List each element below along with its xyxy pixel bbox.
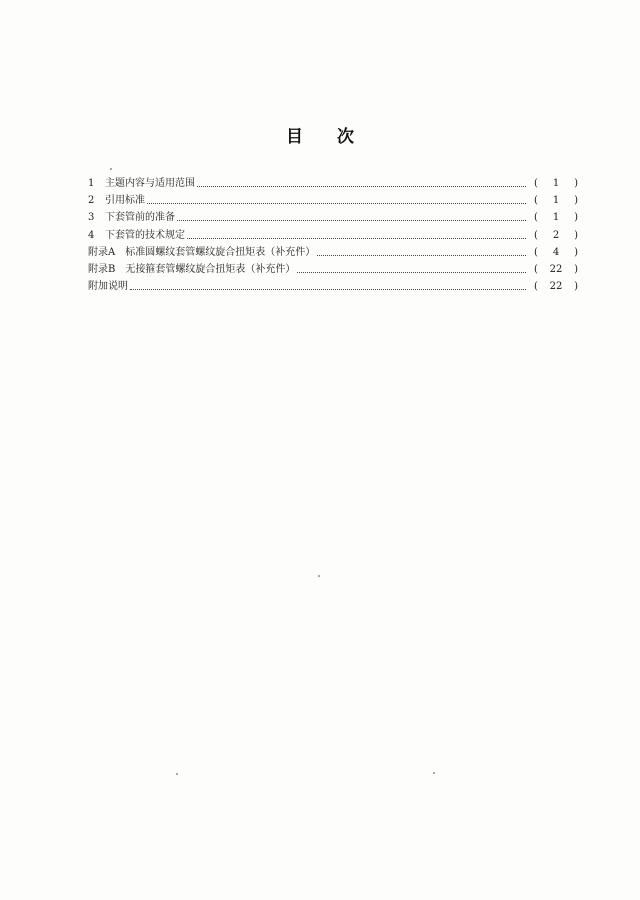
scan-speck bbox=[433, 772, 435, 774]
toc-entry-label: 引用标准 bbox=[105, 195, 145, 207]
toc-entry-label: 主题内容与适用范围 bbox=[105, 178, 195, 189]
toc-entry-label: 下套管的技术规定 bbox=[105, 229, 185, 241]
toc-leader-dots bbox=[197, 186, 526, 187]
toc-leader-dots bbox=[177, 220, 526, 221]
toc-entry-number: 2 bbox=[88, 195, 95, 207]
paren-open: ( bbox=[534, 263, 538, 275]
toc-entry-number: 附录B bbox=[88, 263, 116, 275]
paren-close: ) bbox=[574, 195, 578, 207]
paren-open: ( bbox=[534, 281, 538, 293]
toc-entry-label: 附加说明 bbox=[88, 281, 128, 293]
toc-leader-dots bbox=[130, 289, 526, 290]
paren-open: ( bbox=[534, 178, 538, 189]
toc-entry[interactable] bbox=[88, 175, 578, 192]
toc-entry-number: 3 bbox=[88, 212, 95, 224]
toc-entry-number: 附录A bbox=[88, 246, 116, 258]
page-number: 1 bbox=[552, 212, 560, 224]
paren-open: ( bbox=[534, 195, 538, 207]
toc-entry-number: 1 bbox=[88, 178, 95, 189]
toc-entry-page bbox=[528, 209, 578, 226]
paren-close: ) bbox=[574, 229, 578, 241]
toc-entry-number: 4 bbox=[88, 229, 95, 241]
paren-close: ) bbox=[574, 212, 578, 224]
page-number: 22 bbox=[549, 281, 563, 293]
toc-leader-dots bbox=[317, 255, 526, 256]
paren-close: ) bbox=[574, 263, 578, 275]
toc-entry[interactable] bbox=[88, 209, 578, 226]
page-title bbox=[0, 122, 640, 147]
toc-entry-page bbox=[528, 227, 578, 244]
toc-entry-page bbox=[528, 175, 578, 192]
paren-close: ) bbox=[574, 178, 578, 189]
toc-leader-dots bbox=[147, 203, 526, 204]
toc-entry[interactable] bbox=[88, 278, 578, 295]
toc-entry[interactable] bbox=[88, 261, 578, 278]
table-of-contents bbox=[88, 175, 578, 295]
scan-speck bbox=[110, 168, 112, 170]
page-number: 22 bbox=[549, 263, 563, 275]
scan-speck bbox=[318, 575, 320, 577]
toc-leader-dots bbox=[187, 238, 526, 239]
paren-open: ( bbox=[534, 246, 538, 258]
toc-entry-page bbox=[528, 192, 578, 209]
page-number: 2 bbox=[552, 229, 560, 241]
title-char-1: 目 bbox=[286, 127, 303, 147]
toc-entry-label: 无接箍套管螺纹旋合扭矩表（补充件） bbox=[125, 263, 296, 275]
paren-open: ( bbox=[534, 229, 538, 241]
toc-entry-label: 下套管前的准备 bbox=[105, 212, 175, 224]
paren-open: ( bbox=[534, 212, 538, 224]
toc-entry[interactable] bbox=[88, 244, 578, 261]
title-char-2: 次 bbox=[337, 127, 354, 147]
toc-leader-dots bbox=[297, 272, 526, 273]
page-number: 4 bbox=[552, 246, 560, 258]
toc-entry[interactable] bbox=[88, 227, 578, 244]
toc-entry-label: 标准圆螺纹套管螺纹旋合扭矩表（补充件） bbox=[125, 246, 316, 258]
toc-entry[interactable] bbox=[88, 192, 578, 209]
toc-entry-page bbox=[528, 261, 578, 278]
toc-entry-page bbox=[528, 244, 578, 261]
scan-speck bbox=[176, 773, 178, 775]
page-number: 1 bbox=[552, 195, 560, 207]
paren-close: ) bbox=[574, 246, 578, 258]
toc-entry-page bbox=[528, 278, 578, 295]
paren-close: ) bbox=[574, 281, 578, 293]
page-number: 1 bbox=[552, 178, 560, 189]
